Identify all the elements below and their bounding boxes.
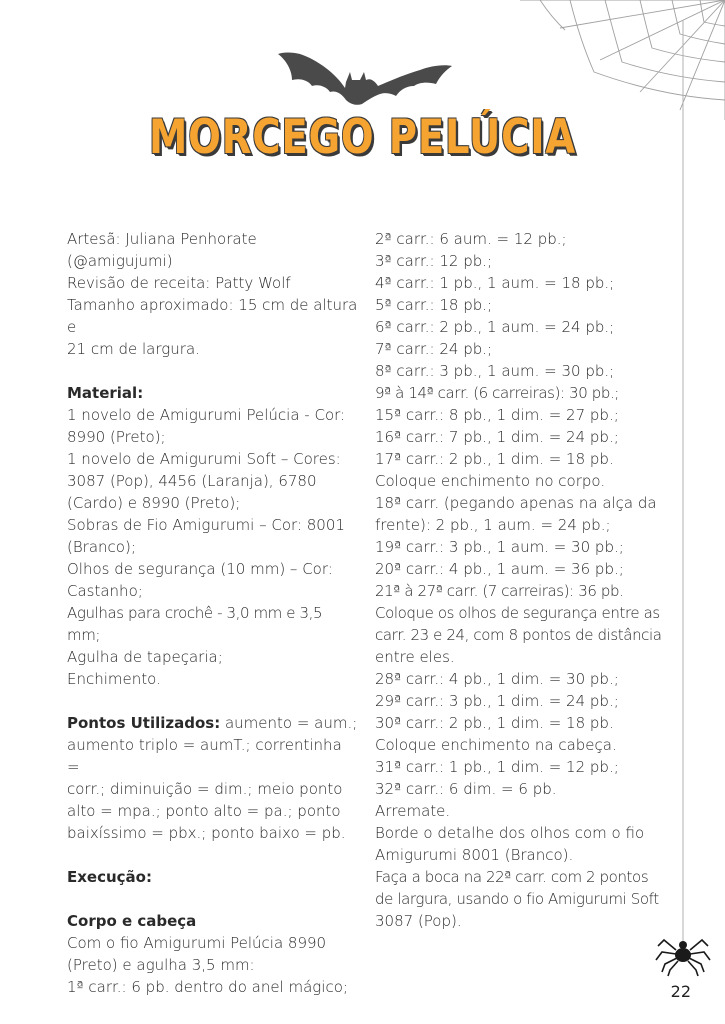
stitches-line: alto = mpa.; ponto alto = pa.; ponto	[67, 802, 341, 820]
instruction-line: 28ª carr.: 4 pb., 1 dim. = 30 pb.;	[375, 670, 619, 688]
instruction-line: 3ª carr.: 12 pb.;	[375, 252, 493, 270]
spider-icon	[656, 940, 710, 976]
instruction-line: Borde o detalhe dos olhos com o fio	[375, 824, 645, 842]
left-column	[67, 228, 359, 998]
bat-icon	[278, 53, 452, 105]
instruction-line: 31ª carr.: 1 pb., 1 dim. = 12 pb.;	[375, 758, 619, 776]
material-line: Agulhas para crochê - 3,0 mm e 3,5 mm;	[67, 604, 323, 644]
instruction-line: 9ª à 14ª carr. (6 carreiras): 30 pb.;	[375, 384, 619, 402]
instruction-line: frente): 2 pb., 1 aum. = 24 pb.;	[375, 516, 611, 534]
material-line: 8990 (Preto);	[67, 428, 166, 446]
instruction-line: Coloque os olhos de segurança entre as	[375, 604, 660, 622]
instruction-line: 20ª carr.: 4 pb., 1 aum. = 36 pb.;	[375, 560, 624, 578]
page-number: 22	[670, 982, 691, 1001]
right-column	[375, 228, 665, 932]
credit-line: Revisão de receita: Patty Wolf	[67, 274, 291, 292]
spider-web-icon	[520, 0, 725, 120]
instruction-line: 29ª carr.: 3 pb., 1 dim. = 24 pb.;	[375, 692, 619, 710]
stitches-line	[67, 712, 359, 734]
instruction-line: Coloque enchimento na cabeça.	[375, 736, 617, 754]
instruction-line: 2ª carr.: 6 aum. = 12 pb.;	[375, 230, 567, 248]
instruction-line: 6ª carr.: 2 pb., 1 aum. = 24 pb.;	[375, 318, 615, 336]
instruction-line: 3087 (Pop).	[375, 912, 462, 930]
stitches-first: aumento = aum.;	[220, 714, 358, 732]
material-heading: Material:	[67, 384, 144, 402]
credit-line: 21 cm de largura.	[67, 340, 200, 358]
page-title: MORCEGO PELÚCIA	[148, 110, 577, 165]
instruction-line: Arremate.	[375, 802, 451, 820]
material-line: Castanho;	[67, 582, 143, 600]
instruction-line: de largura, usando o fio Amigurumi Soft	[375, 890, 659, 908]
body-heading: Corpo e cabeça	[67, 912, 197, 930]
instruction-line: carr. 23 e 24, com 8 pontos de distância	[375, 626, 662, 644]
instruction-line: Faça a boca na 22ª carr. com 2 pontos	[375, 868, 649, 886]
stitches-line: baixíssimo = pbx.; ponto baixo = pb.	[67, 824, 346, 842]
instruction-line: 5ª carr.: 18 pb.;	[375, 296, 493, 314]
material-line: 1 novelo de Amigurumi Soft – Cores:	[67, 450, 341, 468]
material-line: (Cardo) e 8990 (Preto);	[67, 494, 241, 512]
stitches-line: aumento triplo = aumT.; correntinha =	[67, 736, 342, 776]
credit-line: Artesã: Juliana Penhorate	[67, 230, 257, 248]
material-line: Olhos de segurança (10 mm) – Cor:	[67, 560, 333, 578]
execution-heading: Execução:	[67, 868, 152, 886]
body-line: 1ª carr.: 6 pb. dentro do anel mágico;	[67, 978, 348, 996]
material-line: 1 novelo de Amigurumi Pelúcia - Cor:	[67, 406, 346, 424]
instruction-line: 8ª carr.: 3 pb., 1 aum. = 30 pb.;	[375, 362, 615, 380]
material-line: Enchimento.	[67, 670, 161, 688]
credit-line: Tamanho aproximado: 15 cm de altura e	[67, 296, 358, 336]
instruction-line: Amigurumi 8001 (Branco).	[375, 846, 574, 864]
instruction-line: entre eles.	[375, 648, 455, 666]
material-line: (Branco);	[67, 538, 136, 556]
stitches-line: corr.; diminuição = dim.; meio ponto	[67, 780, 343, 798]
body-line: (Preto) e agulha 3,5 mm:	[67, 956, 255, 974]
instruction-line: 21ª à 27ª carr. (7 carreiras): 36 pb.	[375, 582, 624, 600]
instruction-line: 30ª carr.: 2 pb., 1 dim. = 18 pb.	[375, 714, 614, 732]
material-line: Agulha de tapeçaria;	[67, 648, 223, 666]
instruction-line: 18ª carr. (pegando apenas na alça da	[375, 494, 657, 512]
instruction-line: 19ª carr.: 3 pb., 1 aum. = 30 pb.;	[375, 538, 624, 556]
instruction-line: 15ª carr.: 8 pb., 1 dim. = 27 pb.;	[375, 406, 619, 424]
material-line: Sobras de Fio Amigurumi – Cor: 8001	[67, 516, 345, 534]
instruction-line: 16ª carr.: 7 pb., 1 dim. = 24 pb.;	[375, 428, 619, 446]
body-line: Com o fio Amigurumi Pelúcia 8990	[67, 934, 327, 952]
stitches-heading: Pontos Utilizados:	[67, 714, 221, 732]
material-line: 3087 (Pop), 4456 (Laranja), 6780	[67, 472, 317, 490]
instruction-line: 7ª carr.: 24 pb.;	[375, 340, 493, 358]
instruction-line: Coloque enchimento no corpo.	[375, 472, 606, 490]
credit-line: (@amigujumi)	[67, 252, 173, 270]
instruction-line: 32ª carr.: 6 dim. = 6 pb.	[375, 780, 557, 798]
instruction-line: 17ª carr.: 2 pb., 1 dim. = 18 pb.	[375, 450, 614, 468]
instruction-line: 4ª carr.: 1 pb., 1 aum. = 18 pb.;	[375, 274, 615, 292]
